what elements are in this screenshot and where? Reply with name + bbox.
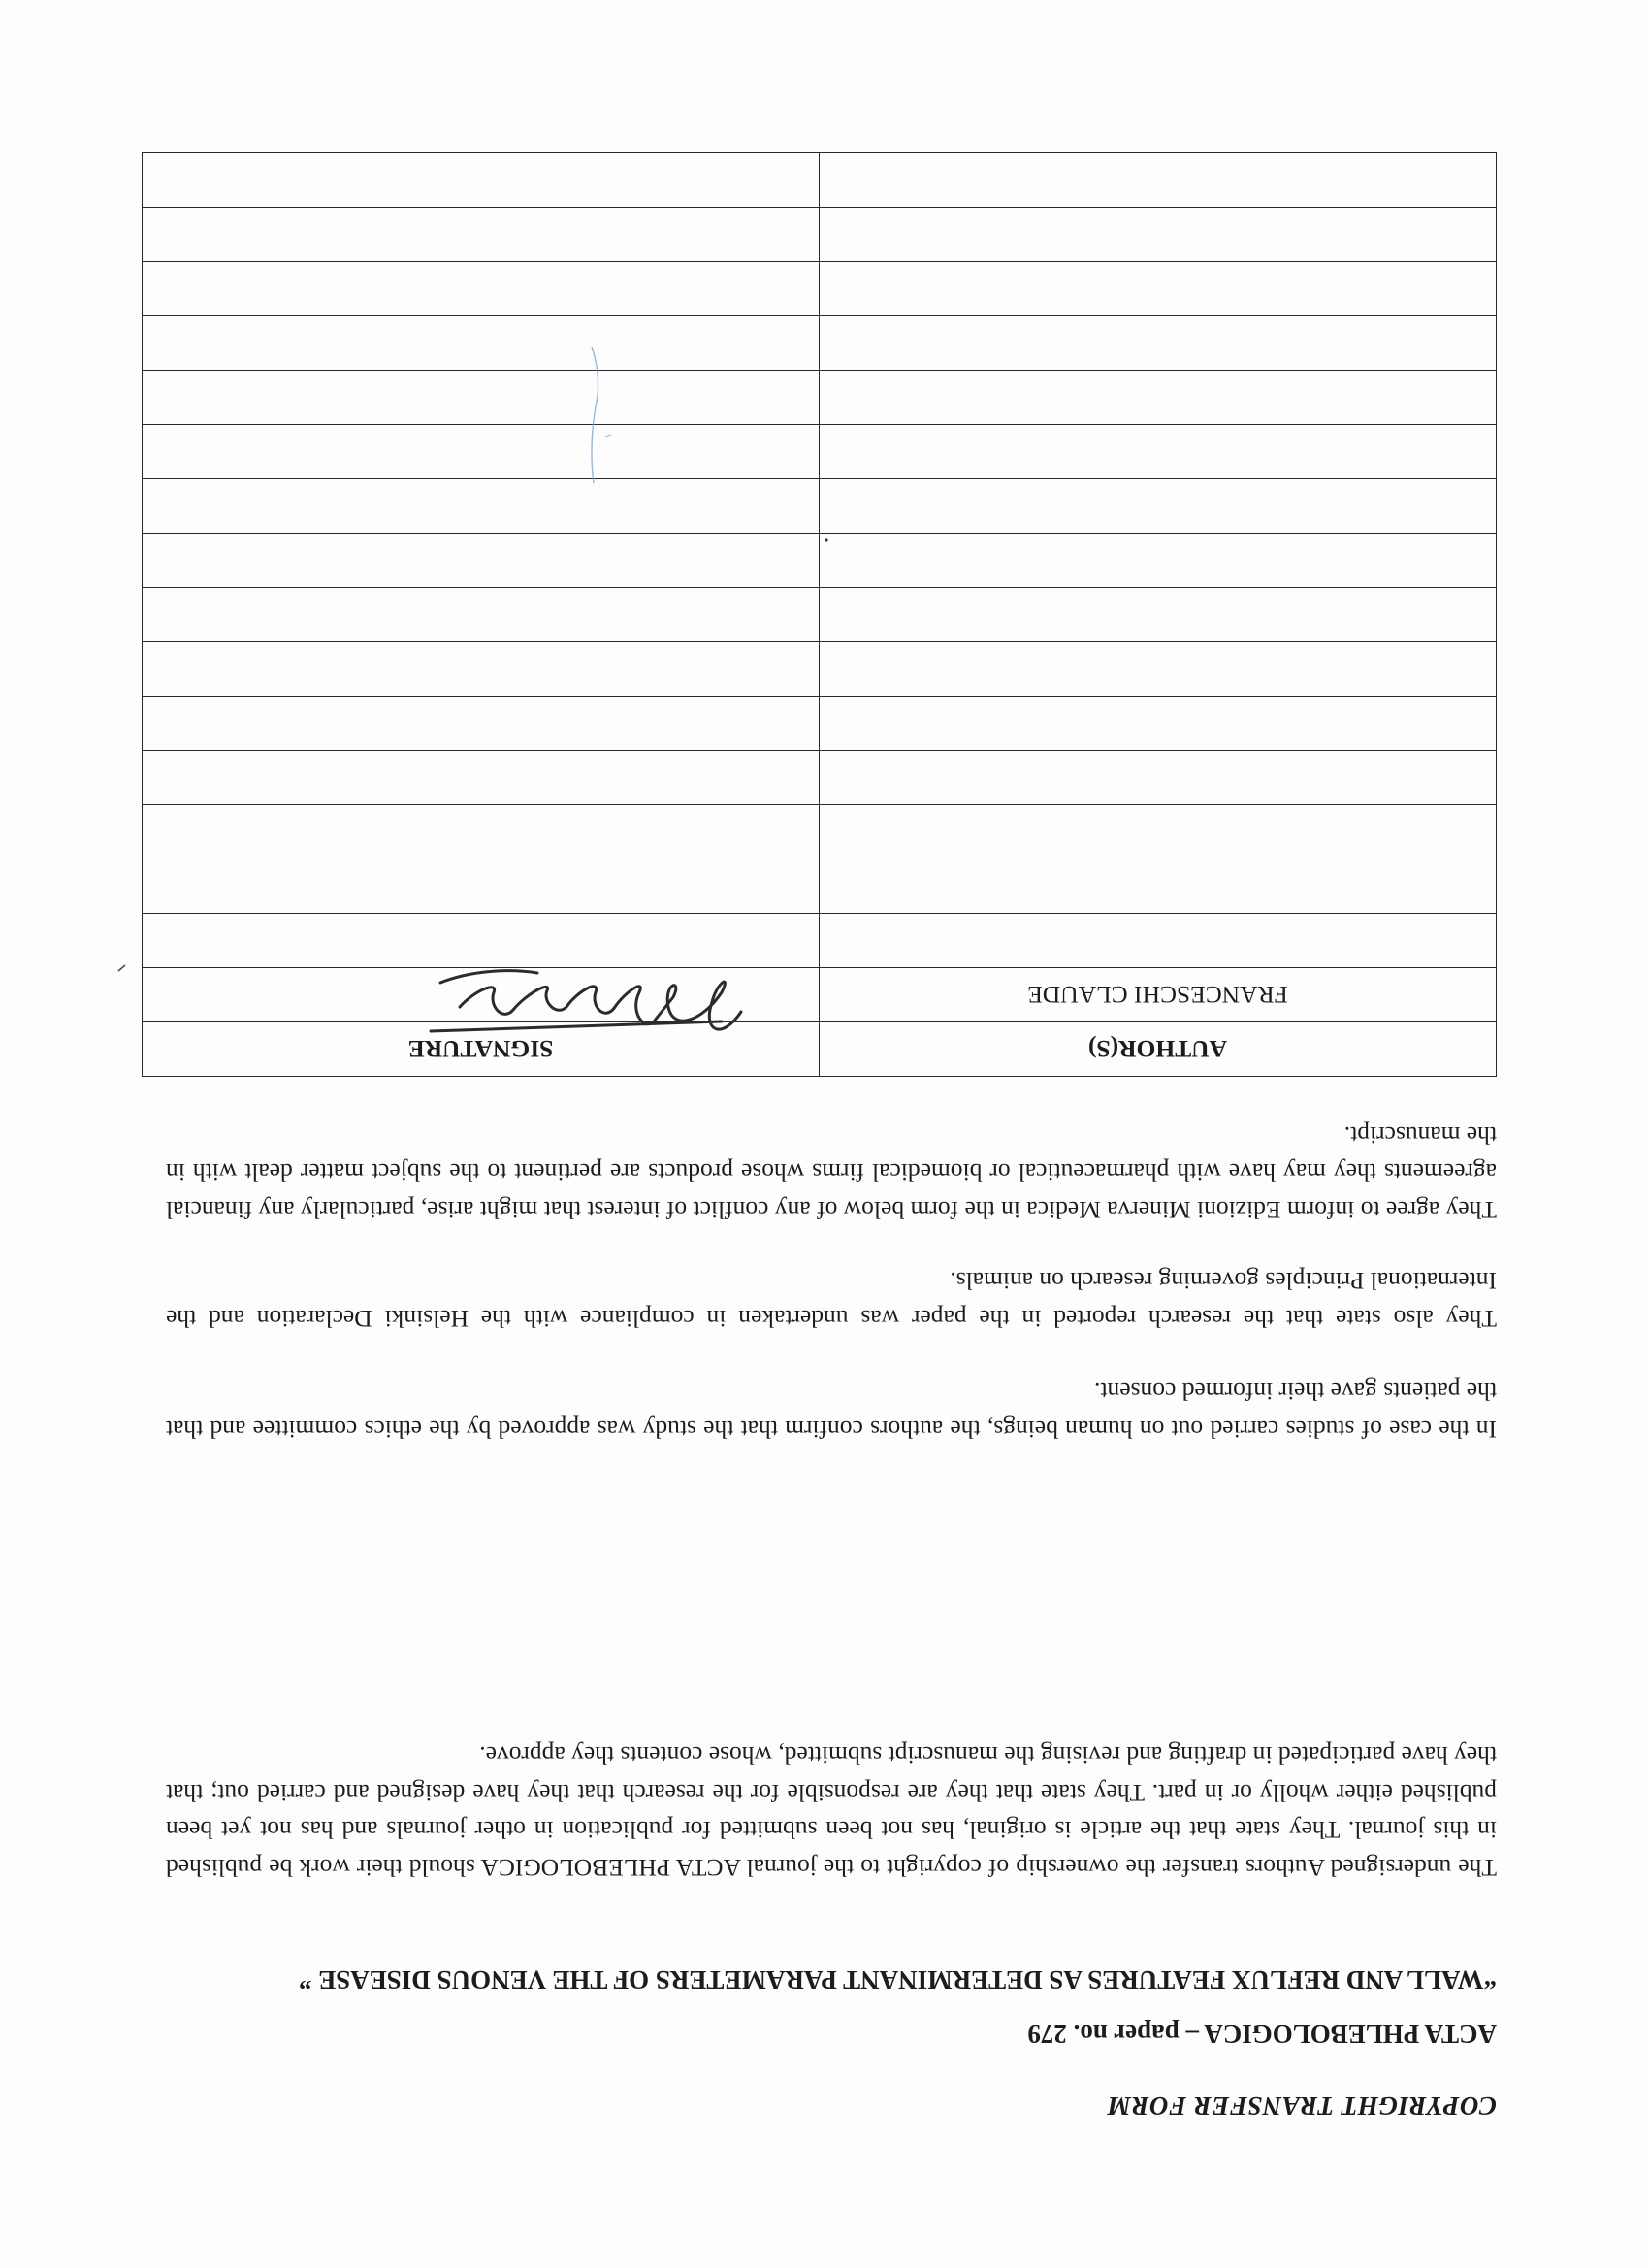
signature-table-row bbox=[143, 588, 1497, 642]
signature-cell bbox=[143, 751, 820, 805]
signature-cell bbox=[143, 479, 820, 534]
handwritten-signature bbox=[372, 954, 760, 1051]
signature-column-header: SIGNATURE bbox=[143, 1022, 820, 1077]
signature-table-row bbox=[143, 208, 1497, 262]
signature-cell bbox=[143, 153, 820, 208]
signature-table-row bbox=[143, 479, 1497, 534]
signature-cell bbox=[143, 534, 820, 588]
signature-cell bbox=[143, 968, 820, 1022]
author-name-cell bbox=[820, 479, 1497, 534]
author-name-cell bbox=[820, 425, 1497, 479]
signature-table-row bbox=[143, 534, 1497, 588]
author-name-cell bbox=[820, 697, 1497, 751]
author-name-cell bbox=[820, 642, 1497, 697]
author-column-header: AUTHOR(S) bbox=[820, 1022, 1497, 1077]
signature-table-row bbox=[143, 153, 1497, 208]
author-name-cell bbox=[820, 805, 1497, 859]
signature-cell bbox=[143, 642, 820, 697]
pen-mark bbox=[572, 338, 621, 493]
signature-cell bbox=[143, 371, 820, 425]
signature-cell bbox=[143, 208, 820, 262]
author-name-cell bbox=[820, 262, 1497, 316]
paragraph-copyright-transfer: The undersigned Authors transfer the ownership of copyright to the journal ACTA PHLEBOLOGICA should their work be published in this journal. They state that the article is original, has not been submitted for publication in other journals and has not yet been published either wholly or in part. They state that they are responsible for the research that they have designed and carried out; that they have participated in drafting and revising the manuscript submitted, whose contents they approve. bbox=[166, 1741, 1497, 1882]
paragraph-ethics-consent: In the case of studies carried out on human beings, the authors confirm that the study was approved by the ethics committee and that the patients gave their informed consent. bbox=[166, 1377, 1497, 1443]
signature-cell bbox=[143, 697, 820, 751]
document-title: COPYRIGHT TRANSFER FORM bbox=[1107, 2091, 1497, 2121]
paragraph-helsinki-compliance: They also state that the research reported in the paper was undertaken in compliance with the Helsinki Declaration and the International Principles governing research on animals. bbox=[166, 1267, 1497, 1333]
author-name-cell: FRANCESCHI CLAUDE bbox=[820, 968, 1497, 1022]
article-title: “WALL AND REFLUX FEATURES AS DETERMINANT PARAMETERS OF THE VENOUS DISEASE ” bbox=[299, 1965, 1497, 1994]
signature-table-row bbox=[143, 914, 1497, 968]
author-name-cell bbox=[820, 751, 1497, 805]
signature-table-row bbox=[143, 262, 1497, 316]
paragraph-conflict-of-interest: They agree to inform Edizioni Minerva Medica in the form below of any conflict of interest that might arise, particularly any financial agreements they may have with pharmaceutical or biomedical firms whose products are pertinent to the subject matter dealt with in the manuscript. bbox=[166, 1121, 1497, 1224]
signature-table-row bbox=[143, 968, 1497, 1022]
signature-cell bbox=[143, 859, 820, 914]
signature-table-row bbox=[143, 316, 1497, 371]
signature-table-header-row bbox=[143, 1022, 1497, 1077]
author-name-cell bbox=[820, 371, 1497, 425]
signature-table-row bbox=[143, 425, 1497, 479]
signature-table-row bbox=[143, 805, 1497, 859]
signature-table-row bbox=[143, 697, 1497, 751]
signature-cell bbox=[143, 914, 820, 968]
signature-table-row bbox=[143, 859, 1497, 914]
author-name-cell bbox=[820, 153, 1497, 208]
signature-table-row bbox=[143, 751, 1497, 805]
signature-cell bbox=[143, 316, 820, 371]
scan-speck bbox=[116, 963, 126, 973]
signature-cell bbox=[143, 588, 820, 642]
author-name-cell bbox=[820, 914, 1497, 968]
signature-cell bbox=[143, 805, 820, 859]
author-name-cell bbox=[820, 859, 1497, 914]
author-name-cell bbox=[820, 208, 1497, 262]
author-name-cell bbox=[820, 316, 1497, 371]
author-name-cell bbox=[820, 588, 1497, 642]
paper-reference: ACTA PHLEBOLOGICA – paper no. 279 bbox=[1027, 2020, 1497, 2049]
author-name-cell bbox=[820, 534, 1497, 588]
signature-cell bbox=[143, 425, 820, 479]
signature-table bbox=[142, 152, 1497, 1077]
signature-table-row bbox=[143, 642, 1497, 697]
signature-cell bbox=[143, 262, 820, 316]
signature-table-row bbox=[143, 371, 1497, 425]
scan-speck bbox=[824, 537, 829, 543]
